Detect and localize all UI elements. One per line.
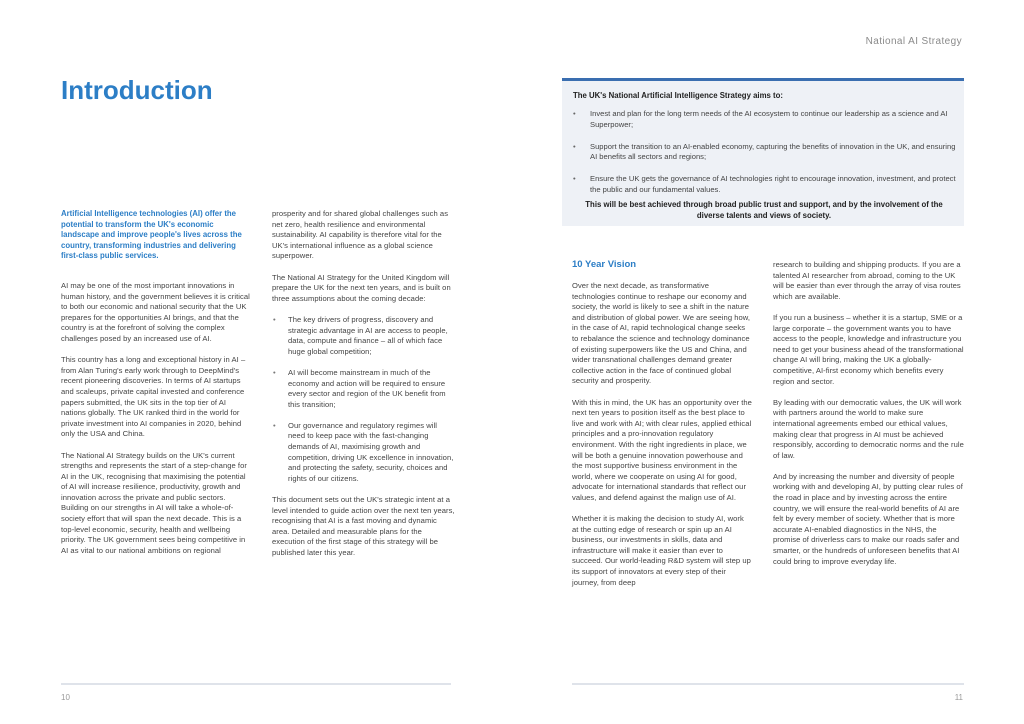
list-item-text: Invest and plan for the long term needs of the AI ecosystem to continue our leadership as a science and AI Superpower;: [590, 109, 948, 129]
list-item: [272, 368, 456, 410]
list-item-text: The key drivers of progress, discovery and strategic advantage in AI are access to people, data, compute and finance – all of which face huge global competition;: [288, 314, 448, 356]
left-column-2: [272, 209, 456, 569]
list-item: [573, 109, 957, 130]
body-paragraph: The National AI Strategy builds on the UK's current strengths and represents the start of a step-change for AI in the UK, recognising that maximising the potential of AI will increase resilience, productivity, growth and innovation across the private and public sectors. Building on our strengths in AI will take a whole-of-society effort that will span the next decade. This is a top-level economic, security, health and wellbeing priority. The UK government sees being competitive in AI as vital to our national ambitions on regional: [61, 450, 247, 555]
intro-lead-paragraph: Artificial Intelligence technologies (AI) offer the potential to transform the UK's economic landscape and improve people's lives across the country, transforming industries and delivering first-class public services.: [61, 209, 242, 261]
body-paragraph: research to building and shipping products. If you are a talented AI researcher from abroad, coming to the UK will be easier than ever through the array of visa routes which are available.: [773, 260, 961, 301]
body-paragraph: The National AI Strategy for the United Kingdom will prepare the UK for the next ten years, and is built on three assumptions about the coming decade:: [272, 272, 451, 303]
list-item-text: Our governance and regulatory regimes will need to keep pace with the fast-changing demands of AI, maximising growth and competition, driving UK excellence in innovation, and protecting the safety, security, choices and rights of our citizens.: [288, 420, 454, 483]
right-column-1: [572, 281, 752, 599]
list-item: [573, 142, 957, 163]
list-item-text: Ensure the UK gets the governance of AI technologies right to encourage innovation, investment, and protect the public and our fundamental values.: [590, 174, 956, 194]
running-header: National AI Strategy: [865, 36, 962, 47]
body-paragraph: This country has a long and exceptional history in AI – from Alan Turing's early work through to DeepMind's recent pioneering discoveries. In terms of AI startups and scaleups, private capital invested and conference papers submitted, the UK sits in the top tier of AI nations globally. The UK ranked third in the world for private investment into AI companies in 2020, behind only the USA and China.: [61, 355, 246, 439]
aims-list: [573, 109, 957, 207]
aims-callout-box: [562, 78, 964, 226]
bullet-icon: •: [573, 174, 576, 184]
body-paragraph: This document sets out the UK's strategic intent at a level intended to guide action over the next ten years, recognising that AI is a fast moving and dynamic area. Detailed and measurable plans for the execution of the first stage of this strategy will be published later this year.: [272, 495, 455, 557]
aims-box-footer: This will be best achieved through broad public trust and support, and by the involvement of the diverse talents and views of society.: [585, 200, 943, 220]
bullet-icon: •: [273, 367, 276, 377]
body-paragraph: By leading with our democratic values, the UK will work with partners around the world to make sure international agreements embed our ethical values, making clear that progress in AI must be achieved responsibly, according to democratic norms and the rule of law.: [773, 397, 964, 460]
aims-box-title: The UK's National Artificial Intelligence Strategy aims to:: [573, 91, 783, 100]
page-title: Introduction: [61, 75, 213, 105]
footer-divider-right: [572, 683, 964, 685]
list-item-text: AI will become mainstream in much of the economy and action will be required to ensure every sector and region of the UK benefit from this transition;: [288, 367, 446, 409]
left-column-1: [61, 281, 251, 567]
page-number-left: 10: [61, 693, 70, 702]
bullet-icon: •: [273, 420, 276, 430]
list-item: [272, 421, 456, 485]
bullet-icon: •: [573, 141, 576, 151]
bullet-icon: •: [273, 314, 276, 324]
list-item: [272, 315, 456, 357]
body-paragraph: With this in mind, the UK has an opportunity over the next ten years to position itself as the best place to live and work with AI; with clear rules, applied ethical principles and a pro-innovation regulatory environment. With the right ingredients in place, we will be both a genuine innovation powerhouse and the most supportive business environment in the world, where we cooperate on using AI for good, advocate for international standards that reflect our values, and defend against the malign use of AI.: [572, 397, 752, 502]
list-item-text: Support the transition to an AI-enabled economy, capturing the benefits of innovation in the UK, and ensuring AI benefits all sectors and regions;: [590, 141, 956, 162]
body-paragraph: prosperity and for shared global challenges such as net zero, health resilience and environmental sustainability. AI capability is therefore vital for the UK's international influence as a global science superpower.: [272, 209, 449, 261]
section-heading-vision: 10 Year Vision: [572, 259, 637, 270]
body-paragraph: AI may be one of the most important innovations in human history, and the government believes it is critical to both our economic and national security that the UK prepares for the opportunities AI brings, and that the country is at the forefront of solving the complex challenges posed by an increased use of AI.: [61, 281, 250, 343]
right-column-2: [773, 260, 965, 578]
body-paragraph: And by increasing the number and diversity of people working with and developing AI, by putting clear rules of the road in place and by investing across the entire country, we will ensure the real-world benefits of AI are felt by every member of society. Whether that is more accurate AI-enabled diagnostics in the NHS, the promise of driverless cars to make our roads safer and smarter, or the hundreds of unforeseen benefits that AI could bring to improve everyday life.: [773, 471, 963, 566]
list-item: [573, 174, 957, 195]
body-paragraph: Over the next decade, as transformative technologies continue to reshape our economy and society, the world is likely to see a shift in the nature and distribution of global power. We are seeing how, in the case of AI, rapid technological change seeks to rebalance the science and technology dominance of existing superpowers like the US and China, and wider transnational challenges demand greater collective action in the face of continued global security and prosperity.: [572, 281, 751, 386]
footer-divider-left: [61, 683, 451, 685]
body-paragraph: If you run a business – whether it is a startup, SME or a large corporate – the government wants you to have access to the people, knowledge and infrastructure you need to get your business ahead of the transformational change AI will bring, making the UK a globally-competitive, AI-first economy which benefits every region and sector.: [773, 312, 964, 386]
assumptions-list: [272, 315, 456, 485]
body-paragraph: Whether it is making the decision to study AI, work at the cutting edge of research or spin up an AI business, our investments in skills, data and infrastructure will make it easier than ever to succeed. Our world-leading R&D system will step up its support of innovators at every step of their journey, from deep: [572, 514, 751, 587]
bullet-icon: •: [573, 109, 576, 118]
page-number-right: 11: [954, 693, 963, 702]
